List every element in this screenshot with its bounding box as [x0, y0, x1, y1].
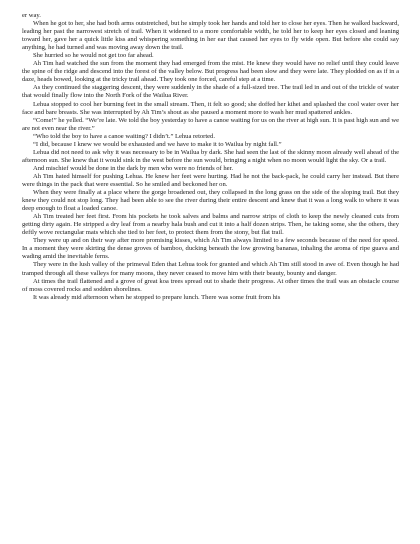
- paragraph-11: And mischief would be done in the dark by men who were no friends of her.: [33, 164, 233, 172]
- paragraph-6: Lehua stopped to cool her burning feet in the small stream. Then, it felt so good; she doffed her kihei and splashed the cool water over her face and bare breasts. She was interrupted by Ah Tim’s shout as she paused a moment more to wash her mud spattered ankles.: [22, 100, 399, 116]
- paragraph-3: She hurried so he would not get too far ahead.: [33, 52, 154, 60]
- paragraph-7: “Come!” he yelled. “We’re late. We told the boy yesterday to have a canoe waiting for us on the river at high sun. It is past high sun and we are not even near the river.”: [22, 116, 399, 132]
- paragraph-8: “Who told the boy to have a canoe waiting? I didn’t.” Lehua retorted.: [33, 132, 215, 140]
- paragraph-17: At times the trail flattened and a grove of great koa trees spread out to shade their progress. At other times the trail was an obstacle course of moss covered rocks and sodden shorelines.: [22, 277, 399, 293]
- paragraph-15: They were up and on their way after more promising kisses, which Ah Tim always limited to a few seconds because of the need for speed. In a moment they were skirting the dense groves of bamboo, ducking beneath the low growing bananas, inhaling the aroma of ripe guava and wading amid the inevitable ferns.: [22, 237, 399, 261]
- paragraph-4: Ah Tim had watched the sun from the moment they had emerged from the mist. He knew they would have no relief until they could leave the spine of the ridge and descend into the forest of the valley below. But progress had been slow and they were late. They plodded on as if in a daze, heads bowed, looking at the tricky trail ahead. They took one forced, careful step at a time.: [22, 60, 399, 84]
- paragraph-18: It was already mid afternoon when he stopped to prepare lunch. There was some fruit from his: [33, 293, 281, 301]
- paragraph-10: Lehua did not need to ask why it was necessary to be in Wailua by dark. She had seen the last of the skinny moon already well ahead of the afternoon sun. She knew that it would sink in the west before the sun would, bringing a night when no moon would light the sky. Or a trail.: [22, 148, 399, 164]
- paragraph-9: “I did, because I knew we would be exhausted and we have to make it to Wailua by night fall.”: [33, 140, 282, 148]
- paragraph-1: er way.: [22, 12, 41, 19]
- paragraph-12: Ah Tim hated himself for pushing Lehua. He knew her feet were hurting. Had he not the back-pack, he could carry her instead. But there were things in the pack that were essential. So he smiled and beckoned her on.: [22, 172, 399, 188]
- book-page: [22, 12, 399, 302]
- paragraph-5: As they continued the staggering descent, they were suddenly in the shade of a full-sized tree. The trail led in and out of the trickle of water that would finally flow into the North Fork of the Wailua River.: [22, 84, 399, 100]
- paragraph-13: When they were finally at a place where the gorge broadened out, they collapsed in the long grass on the side of the sloping trail. But they knew they could not stop long. They had been able to see the river during their entire descent and knew that it was a long walk to where it was deep enough to float a loaded canoe.: [22, 189, 399, 213]
- paragraph-14: Ah Tim treated her feet first. From his pockets he took salves and balms and narrow strips of cloth to keep the newly cleaned cuts from getting dirty again. He stripped a dry leaf from a nearby hala bush and cut it into a half dozen strips. Then, he taking some, she the others, they deftly wove rectangular mats which she tied to her feet, to protect them from the stony, but flat trail.: [22, 213, 399, 237]
- paragraph-2: When he got to her, she had both arms outstretched, but he simply took her hands and told her to close her eyes. Then he walked backward, leading her past the narrowest stretch of trail. When it widened to a more comfortable width, he told her to keep her eyes closed and leaning toward her, gave her a quick little kiss and whispering something in her ear that caused her eyes to fly wide open. But before she could say anything, he had turned and was moving away down the trail.: [22, 20, 399, 52]
- paragraph-16: They were in the lush valley of the primeval Eden that Lehua took for granted and which Ah Tim still stood in awe of. Even though he had tramped through all these valleys for many moons, they never ceased to move him with their beauty, bounty and danger.: [22, 261, 399, 277]
